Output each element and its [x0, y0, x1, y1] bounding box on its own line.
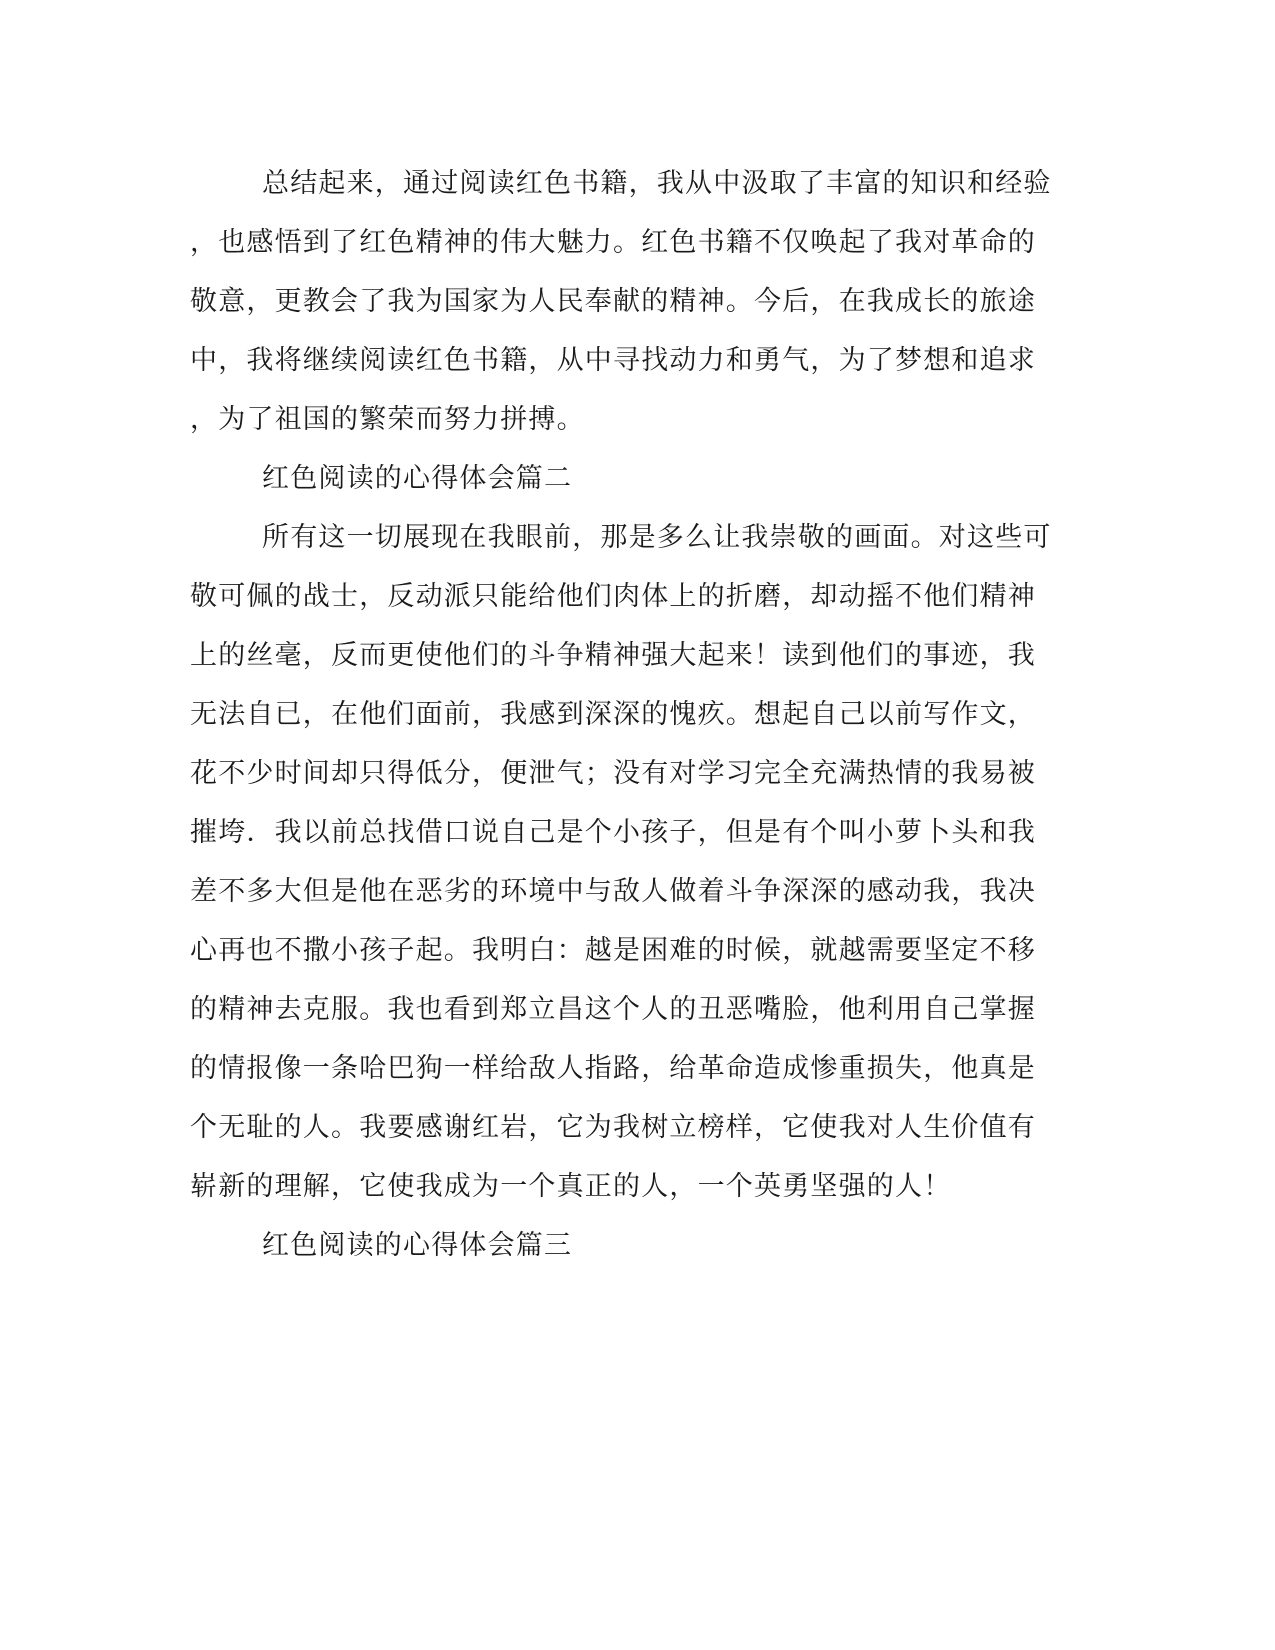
- paragraph-2-line-6: 摧垮．我以前总找借口说自己是个小孩子，但是有个叫小萝卜头和我: [190, 817, 1036, 848]
- paragraph-2-line-9: 的精神去克服。我也看到郑立昌这个人的丑恶嘴脸，他利用自己掌握: [190, 994, 1036, 1025]
- paragraph-2-line-1: 所有这一切展现在我眼前，那是多么让我崇敬的画面。对这些可: [262, 522, 1052, 553]
- paragraph-2-line-7: 差不多大但是他在恶劣的环境中与敌人做着斗争深深的感动我，我决: [190, 876, 1036, 907]
- paragraph-2-line-8: 心再也不撒小孩子起。我明白：越是困难的时候，就越需要坚定不移: [190, 935, 1036, 966]
- paragraph-1-line-2: ，也感悟到了红色精神的伟大魅力。红色书籍不仅唤起了我对革命的: [190, 227, 1036, 258]
- paragraph-1-line-5: ，为了祖国的繁荣而努力拼搏。: [190, 404, 585, 435]
- paragraph-2-line-3: 上的丝毫，反而更使他们的斗争精神强大起来！读到他们的事迹，我: [190, 640, 1036, 671]
- paragraph-1-line-1: 总结起来，通过阅读红色书籍，我从中汲取了丰富的知识和经验: [262, 168, 1052, 199]
- paragraph-2-line-2: 敬可佩的战士，反动派只能给他们肉体上的折磨，却动摇不他们精神: [190, 581, 1036, 612]
- paragraph-2-line-12: 崭新的理解，它使我成为一个真正的人，一个英勇坚强的人！: [190, 1171, 952, 1202]
- paragraph-1-line-3: 敬意，更教会了我为国家为人民奉献的精神。今后，在我成长的旅途: [190, 286, 1036, 317]
- section-heading-3: 红色阅读的心得体会篇三: [262, 1230, 573, 1261]
- paragraph-1-line-4: 中，我将继续阅读红色书籍，从中寻找动力和勇气，为了梦想和追求: [190, 345, 1036, 376]
- paragraph-2-line-5: 花不少时间却只得低分，便泄气；没有对学习完全充满热情的我易被: [190, 758, 1036, 789]
- section-heading-2: 红色阅读的心得体会篇二: [262, 463, 573, 494]
- paragraph-2-line-10: 的情报像一条哈巴狗一样给敌人指路，给革命造成惨重损失，他真是: [190, 1053, 1036, 1084]
- paragraph-2-line-4: 无法自已，在他们面前，我感到深深的愧疚。想起自己以前写作文，: [190, 699, 1036, 730]
- paragraph-2-line-11: 个无耻的人。我要感谢红岩，它为我树立榜样，它使我对人生价值有: [190, 1112, 1036, 1143]
